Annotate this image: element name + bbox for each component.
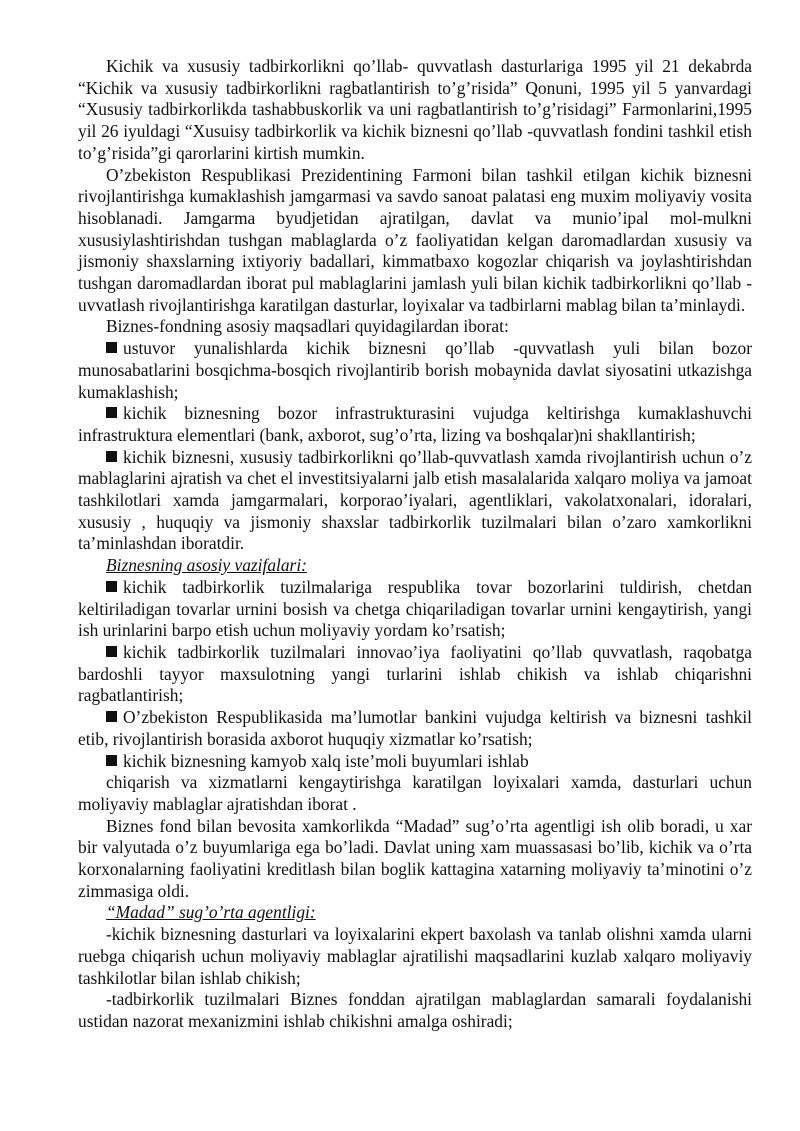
square-bullet-icon bbox=[106, 407, 117, 418]
madad-intro-paragraph: Biznes fond bilan bevosita xamkorlikda “Madad” sug’o’rta agentligi ish olib boradi, u xar bir valyutada o’z buyumlariga ega bo’ladi. Davlat uning xam muassasasi bo’lib, kichik va o’rta korxonalarning faoliyatini kreditlash bilan boglik kattagina xatarning moliyaviy ta’minotini o’z zimmasiga oldi. bbox=[78, 815, 752, 901]
task-text: kichik tadbirkorlik tuzilmalariga respublika tovar bozorlarini tuldirish, chetdan keltiriladigan tovarlar urnini bosish va chetga chiqariladigan tovarlar urnini kengaytirish, yangi ish urinlarini barpo etish uchun moliyaviy yordam ko’rsatish; bbox=[78, 576, 752, 641]
goal-text: kichik biznesning bozor infrastrukturasini vujudga keltirishga kumaklashuvchi infrastruktura elementlari (bank, axborot, sug’o’rta, lizing va boshqalar)ni shakllantirish; bbox=[78, 403, 752, 445]
task-text: kichik tadbirkorlik tuzilmalari innovao’iya faoliyatini qo’llab quvvatlash, raqobatga bardoshli tayyor maxsulotning yangi turlarini ishlab chikish va ishlab chiqarishni ragbatlantirish; bbox=[78, 641, 752, 706]
goals-intro: Biznes-fondning asosiy maqsadlari quyidagilardan iborat: bbox=[106, 316, 509, 337]
task-item bbox=[78, 707, 752, 750]
tasks-heading: Biznesning asosiy vazifalari: bbox=[106, 555, 307, 576]
madad-item: -tadbirkorlik tuzilmalari Biznes fonddan ajratilgan mablaglardan samarali foydalanishi ustidan nazorat mexanizmini ishlab chikishni amalga oshiradi; bbox=[78, 989, 752, 1031]
task-item bbox=[78, 642, 752, 707]
task-item bbox=[78, 577, 752, 642]
fund-paragraph: O’zbekiston Respublikasi Prezidentining Farmoni bilan tashkil etilgan kichik biznesni rivojlantirishga kumaklashish jamgarmasi va savdo sanoat palatasi eng muxim moliyaviy vosita hisoblanadi. Jamgarma byudjetidan ajratilgan, davlat va munio’ipal mol-mulkni xususiylashtirishdan tushgan mablaglarda o’z faoliyatidan kelgan daromadlardan xususiy va jismoniy shaxslarning ixtiyoriy badallari, kimmatbaxo kogozlar chiqarish va joylashtirishdan tushgan daromadlardan iborat pul mablaglarini jamlash yuli bilan kichik tadbirkorlikni qo’llab -uvvatlash rivojlantirishga karatilgan dasturlar, loyixalar va tadbirlarni mablag bilan ta’minlaydi. bbox=[78, 164, 752, 315]
goal-text: kichik biznesni, xususiy tadbirkorlikni qo’llab-quvvatlash xamda rivojlantirish uchun o’z mablaglarini ajratish va chet el investitsiyalarni jalb etish masalalarida xalqaro moliya va jamoat tashkilotlari xamda jamgarmalari, korporao’iyalari, agentliklari, vakolatxonalari, idoralari, xususiy , huquqiy va jismoniy shaxslar tadbirkorlik tuzilmalari bilan o’zaro xamkorlikni ta’minlashdan iboratdir. bbox=[78, 446, 752, 554]
square-bullet-icon bbox=[106, 581, 117, 592]
square-bullet-icon bbox=[106, 755, 117, 766]
task-item bbox=[78, 751, 752, 773]
tasks-continuation: chiqarish va xizmatlarni kengaytirishga karatilgan loyixalari xamda, dasturlari uchun moliyaviy mablaglar ajratishdan iborat . bbox=[78, 772, 752, 814]
goal-item bbox=[78, 447, 752, 556]
goal-item bbox=[78, 338, 752, 403]
madad-heading: “Madad” sug’o’rta agentligi: bbox=[106, 902, 316, 923]
square-bullet-icon bbox=[106, 342, 117, 353]
square-bullet-icon bbox=[106, 451, 117, 462]
square-bullet-icon bbox=[106, 646, 117, 657]
document-page bbox=[78, 56, 752, 1033]
square-bullet-icon bbox=[106, 711, 117, 722]
madad-item: -kichik biznesning dasturlari va loyixalarini ekpert baxolash va tanlab olishni xamda ularni ruebga chiqarish uchun moliyaviy mablaglar ajratilishi maqsadlarini kuzlab xalqaro moliyaviy tashkilotlar bilan ishlab chikish; bbox=[78, 924, 752, 988]
goal-item bbox=[78, 403, 752, 446]
intro-paragraph: Kichik va xususiy tadbirkorlikni qo’llab- quvvatlash dasturlariga 1995 yil 21 dekabrda “Kichik va xususiy tadbirkorlikni ragbatlantirish to’g’risida” Qonuni, 1995 yil 5 yanvardagi “Xususiy tadbirkorlikda tashabbuskorlik va uni ragbatlantirish to’g’risidagi” Farmonlarini,1995 yil 26 iyuldagi “Xusuisy tadbirkorlik va kichik biznesni qo’llab -quvvatlash fondini tashkil etish to’g’risida”gi qarorlarini kirtish mumkin. bbox=[78, 56, 752, 163]
task-text: kichik biznesning kamyob xalq iste’moli buyumlari ishlab bbox=[123, 750, 529, 771]
goal-text: ustuvor yunalishlarda kichik biznesni qo’llab -quvvatlash yuli bilan bozor munosabatlarini bosqichma-bosqich rivojlantirib borish mobaynida davlat siyosatini utkazishga kumaklashish; bbox=[78, 338, 752, 402]
task-text: O’zbekiston Respublikasida ma’lumotlar bankini vujudga keltirish va biznesni tashkil etib, rivojlantirish borasida axborot huquqiy xizmatlar ko’rsatish; bbox=[78, 707, 752, 749]
